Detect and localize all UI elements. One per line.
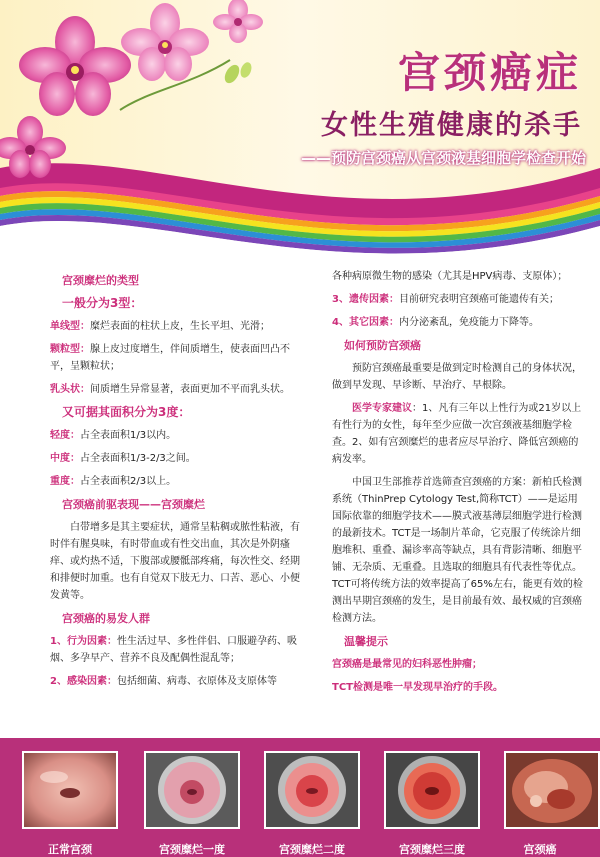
section-title-precursor: 宫颈癌前驱表现——宫颈糜烂 — [62, 498, 205, 511]
section-title-erosion-types: 宫颈糜烂的类型 — [62, 274, 139, 287]
list-item — [50, 318, 305, 335]
photo-caption: 正常宫颈 — [48, 843, 92, 856]
paragraph-prevention: 预防宫颈癌最重要是做到定时检测自己的身体状况，做到早发现、早诊断、早治疗、早根除。 — [332, 363, 582, 391]
list-item — [50, 341, 305, 375]
description: 包括细菌、病毒、衣原体及支原体等 — [116, 676, 277, 687]
description: ：1、凡有三年以上性行为或21岁以上有性行为的女性，每年至少应做一次宫颈液基细胞学检查。2、如有宫颈糜烂的患者应尽早治疗、降低宫颈癌的病发率。 — [332, 403, 582, 465]
photo-caption: 宫颈癌 — [523, 843, 557, 856]
term: 4、其它因素： — [332, 317, 399, 328]
poster-header — [0, 0, 600, 258]
term: 3、遗传因素： — [332, 294, 399, 305]
right-column — [332, 268, 587, 702]
list-item — [50, 450, 305, 467]
photo-normal-cervix — [22, 751, 118, 829]
photo-caption: 宫颈糜烂一度 — [159, 843, 225, 856]
left-column — [50, 268, 305, 696]
description: 占全表面积1/3以内。 — [80, 430, 177, 441]
description: 占全表面积1/3-2/3之间。 — [80, 453, 196, 464]
paragraph-tct: 中国卫生部推荐首选筛查宫颈癌的方案：新柏氏检测系统（ThinPrep Cytology Test,简称TCT）——是运用国际依靠的细胞学技术——膜式液基薄层细胞学进行检测的最新技术。TCT是一场制片革命，它克服了传统涂片细胞堆积、重叠、漏诊率高等缺点，具有背影清晰、细胞平铺、无杂质、无重叠。且选取的细胞具有代表性等优点。TCT可将传统方法的效率提高了65%左右，能更有效的检测出早期宫颈癌的发生，是目前最有效、最权威的宫颈癌检测方法。 — [332, 477, 583, 624]
section-title-tips: 温馨提示 — [344, 635, 388, 648]
section-title-risk-groups: 宫颈癌的易发人群 — [62, 612, 150, 625]
list-item — [332, 291, 587, 308]
tip-item: TCT检测是唯一早发现早治疗的手段。 — [332, 682, 503, 693]
subheading-three-degrees: 又可据其面积分为3度： — [62, 405, 191, 419]
term: 2、感染因素： — [50, 676, 117, 687]
list-item — [50, 673, 305, 690]
page-tagline: ——预防宫颈癌从宫颈液基细胞学检查开始 — [300, 149, 586, 167]
description: 目前研究表明宫颈癌可能遗传有关； — [398, 294, 559, 305]
section-title-prevention: 如何预防宫颈癌 — [344, 339, 421, 352]
photo-caption: 宫颈糜烂三度 — [399, 843, 465, 856]
list-item — [50, 427, 305, 444]
term: 轻度： — [50, 430, 80, 441]
term: 颗粒型： — [50, 344, 90, 355]
photo-erosion-grade-1 — [144, 751, 240, 829]
photo-erosion-grade-2 — [264, 751, 360, 829]
page-title: 宫颈癌症 — [397, 48, 582, 97]
list-item — [50, 381, 305, 398]
list-item — [50, 633, 305, 667]
description: 性生活过早、多性伴侣、口服避孕药、吸烟、多孕早产、营养不良及配偶性混乱等； — [50, 636, 297, 664]
photo-strip — [0, 738, 600, 857]
description: 腺上皮过度增生，伴间质增生，使表面凹凸不平，呈颗粒状； — [50, 344, 290, 372]
term: 1、行为因素： — [50, 636, 117, 647]
term: 医学专家建议 — [352, 403, 412, 414]
description: 间质增生异常显著，表面更加不平而乳头状。 — [90, 384, 290, 395]
description: 占全表面积2/3以上。 — [80, 476, 177, 487]
photo-cervical-cancer — [504, 751, 600, 829]
paragraph-expert-advice — [332, 400, 587, 468]
term: 乳头状： — [50, 384, 90, 395]
tip-item: 宫颈癌是最常见的妇科恶性肿瘤； — [332, 659, 482, 670]
term: 单线型： — [50, 321, 90, 332]
list-item — [50, 473, 305, 490]
description: 内分泌紊乱，免疫能力下降等。 — [398, 317, 539, 328]
photo-erosion-grade-3 — [384, 751, 480, 829]
description: 糜烂表面的柱状上皮，生长平坦、光滑； — [90, 321, 270, 332]
page-subtitle: 女性生殖健康的杀手 — [321, 110, 582, 141]
term: 中度： — [50, 453, 80, 464]
photo-caption: 宫颈糜烂二度 — [279, 843, 345, 856]
list-item — [332, 314, 587, 331]
paragraph-symptoms: 白带增多是其主要症状，通常呈粘稠或脓性粘液，有时伴有腥臭味，有时带血或有性交出血，其次是外阴瘙痒、或灼热不适，下腹部或腰骶部疼痛，每次性交、经期和排便时加重。也有自觉双下肢无力、口苦、恶心、小便发黄等。 — [50, 522, 300, 601]
paragraph-continued: 各种病原微生物的感染（尤其是HPV病毒、支原体）； — [332, 271, 568, 282]
term: 重度： — [50, 476, 80, 487]
subheading-three-types: 一般分为3型： — [62, 296, 143, 310]
